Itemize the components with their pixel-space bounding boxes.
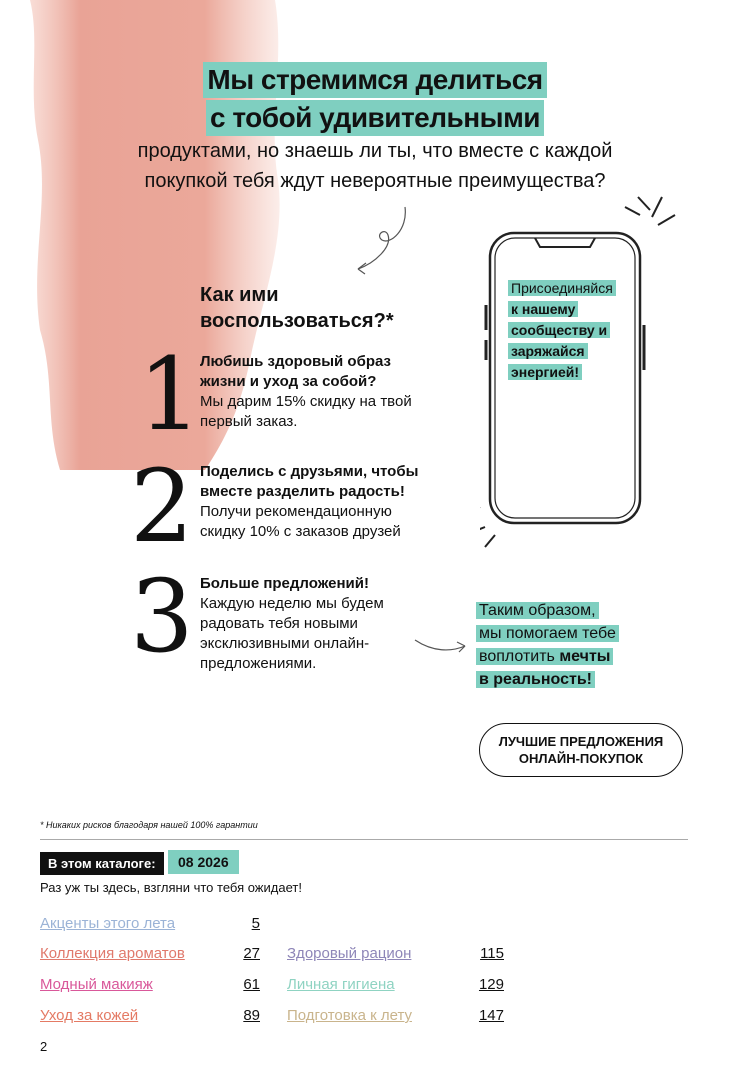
phone-line-1: Присоединяйся — [508, 280, 616, 296]
toc-item-skincare[interactable]: Уход за кожей — [40, 1007, 139, 1024]
how-to-use-title — [200, 282, 394, 334]
phone-line-5: энергией! — [508, 364, 582, 380]
toc-item-healthy-diet[interactable]: Здоровый рацион — [287, 945, 412, 962]
best-offers-button[interactable] — [479, 723, 683, 777]
promo-line-3 — [476, 648, 613, 665]
step-3-text: Каждую неделю мы будем радовать тебя новыми эксклюзивными онлайн-предложениями. — [200, 595, 384, 672]
toc-page-fragrances[interactable]: 27 — [243, 945, 260, 962]
step-3 — [200, 574, 410, 674]
phone-line-4: заряжайся — [508, 343, 588, 359]
toc-item-summer-accents[interactable]: Акценты этого лета — [40, 915, 176, 932]
footnote: * Никаких рисков благодаря нашей 100% гарантии — [40, 820, 258, 830]
catalog-label: В этом каталоге: — [40, 852, 164, 875]
arrow-right-icon — [413, 630, 473, 660]
page-heading — [150, 62, 600, 138]
heading-line-2: с тобой удивительными — [206, 100, 544, 136]
heading-line-1: Мы стремимся делиться — [203, 62, 546, 98]
phone-line-2: к нашему — [508, 301, 578, 317]
toc-page-hygiene[interactable]: 129 — [478, 976, 504, 993]
promo-line-2: мы помогаем тебе — [476, 625, 619, 642]
toc-item-hygiene[interactable]: Личная гигиена — [287, 976, 395, 993]
toc-page-summer-accents[interactable]: 5 — [251, 915, 260, 932]
step-3-title: Больше предложений! — [200, 575, 369, 592]
step-1-title: Любишь здоровый образ жизни и уход за собой? — [200, 353, 391, 390]
step-number-1: 1 — [138, 336, 202, 453]
phone-line-3: сообществу и — [508, 322, 610, 338]
phone-message — [508, 278, 638, 383]
step-1 — [200, 352, 440, 432]
how-title-line-1: Как ими — [200, 284, 279, 306]
subtitle-line-2: покупкой тебя ждут невероятные преимущества? — [144, 170, 606, 192]
catalog-intro: Раз уж ты здесь, взгляни что тебя ожидает! — [40, 880, 302, 895]
curly-arrow-icon — [350, 205, 410, 280]
toc-item-summer-prep[interactable]: Подготовка к лету — [287, 1007, 412, 1024]
step-2-title: Поделись с друзьями, чтобы вместе разделить радость! — [200, 463, 419, 500]
step-number-3: 3 — [130, 558, 194, 675]
step-2 — [200, 462, 425, 542]
promo-line-4: в реальность! — [476, 671, 595, 688]
catalog-date: 08 2026 — [168, 850, 239, 874]
subtitle-line-1: продуктами, но знаешь ли ты, что вместе с каждой — [137, 140, 613, 162]
toc-item-makeup[interactable]: Модный макияж — [40, 976, 153, 993]
toc-page-makeup[interactable]: 61 — [243, 976, 260, 993]
step-number-2: 2 — [130, 448, 194, 565]
step-1-text: Мы дарим 15% скидку на твой первый заказ. — [200, 393, 412, 430]
subtitle — [110, 136, 640, 196]
toc-page-summer-prep[interactable]: 147 — [478, 1007, 504, 1024]
toc-page-skincare[interactable]: 89 — [243, 1007, 260, 1024]
step-2-text: Получи рекомендационную скидку 10% с заказов друзей — [200, 503, 401, 540]
how-title-line-2: воспользоваться?* — [200, 310, 394, 332]
promo-line-3a: воплотить — [479, 648, 560, 665]
toc-item-fragrances[interactable]: Коллекция ароматов — [40, 945, 185, 962]
promo-line-1: Таким образом, — [476, 602, 599, 619]
promo-message — [476, 599, 646, 691]
promo-line-3b: мечты — [559, 648, 611, 665]
best-button-line-2: ОНЛАЙН-ПОКУПОК — [518, 751, 644, 766]
best-button-line-1: ЛУЧШИЕ ПРЕДЛОЖЕНИЯ — [498, 734, 664, 749]
page-number: 2 — [40, 1039, 48, 1054]
toc-page-healthy-diet[interactable]: 115 — [480, 945, 504, 962]
divider — [40, 839, 688, 840]
